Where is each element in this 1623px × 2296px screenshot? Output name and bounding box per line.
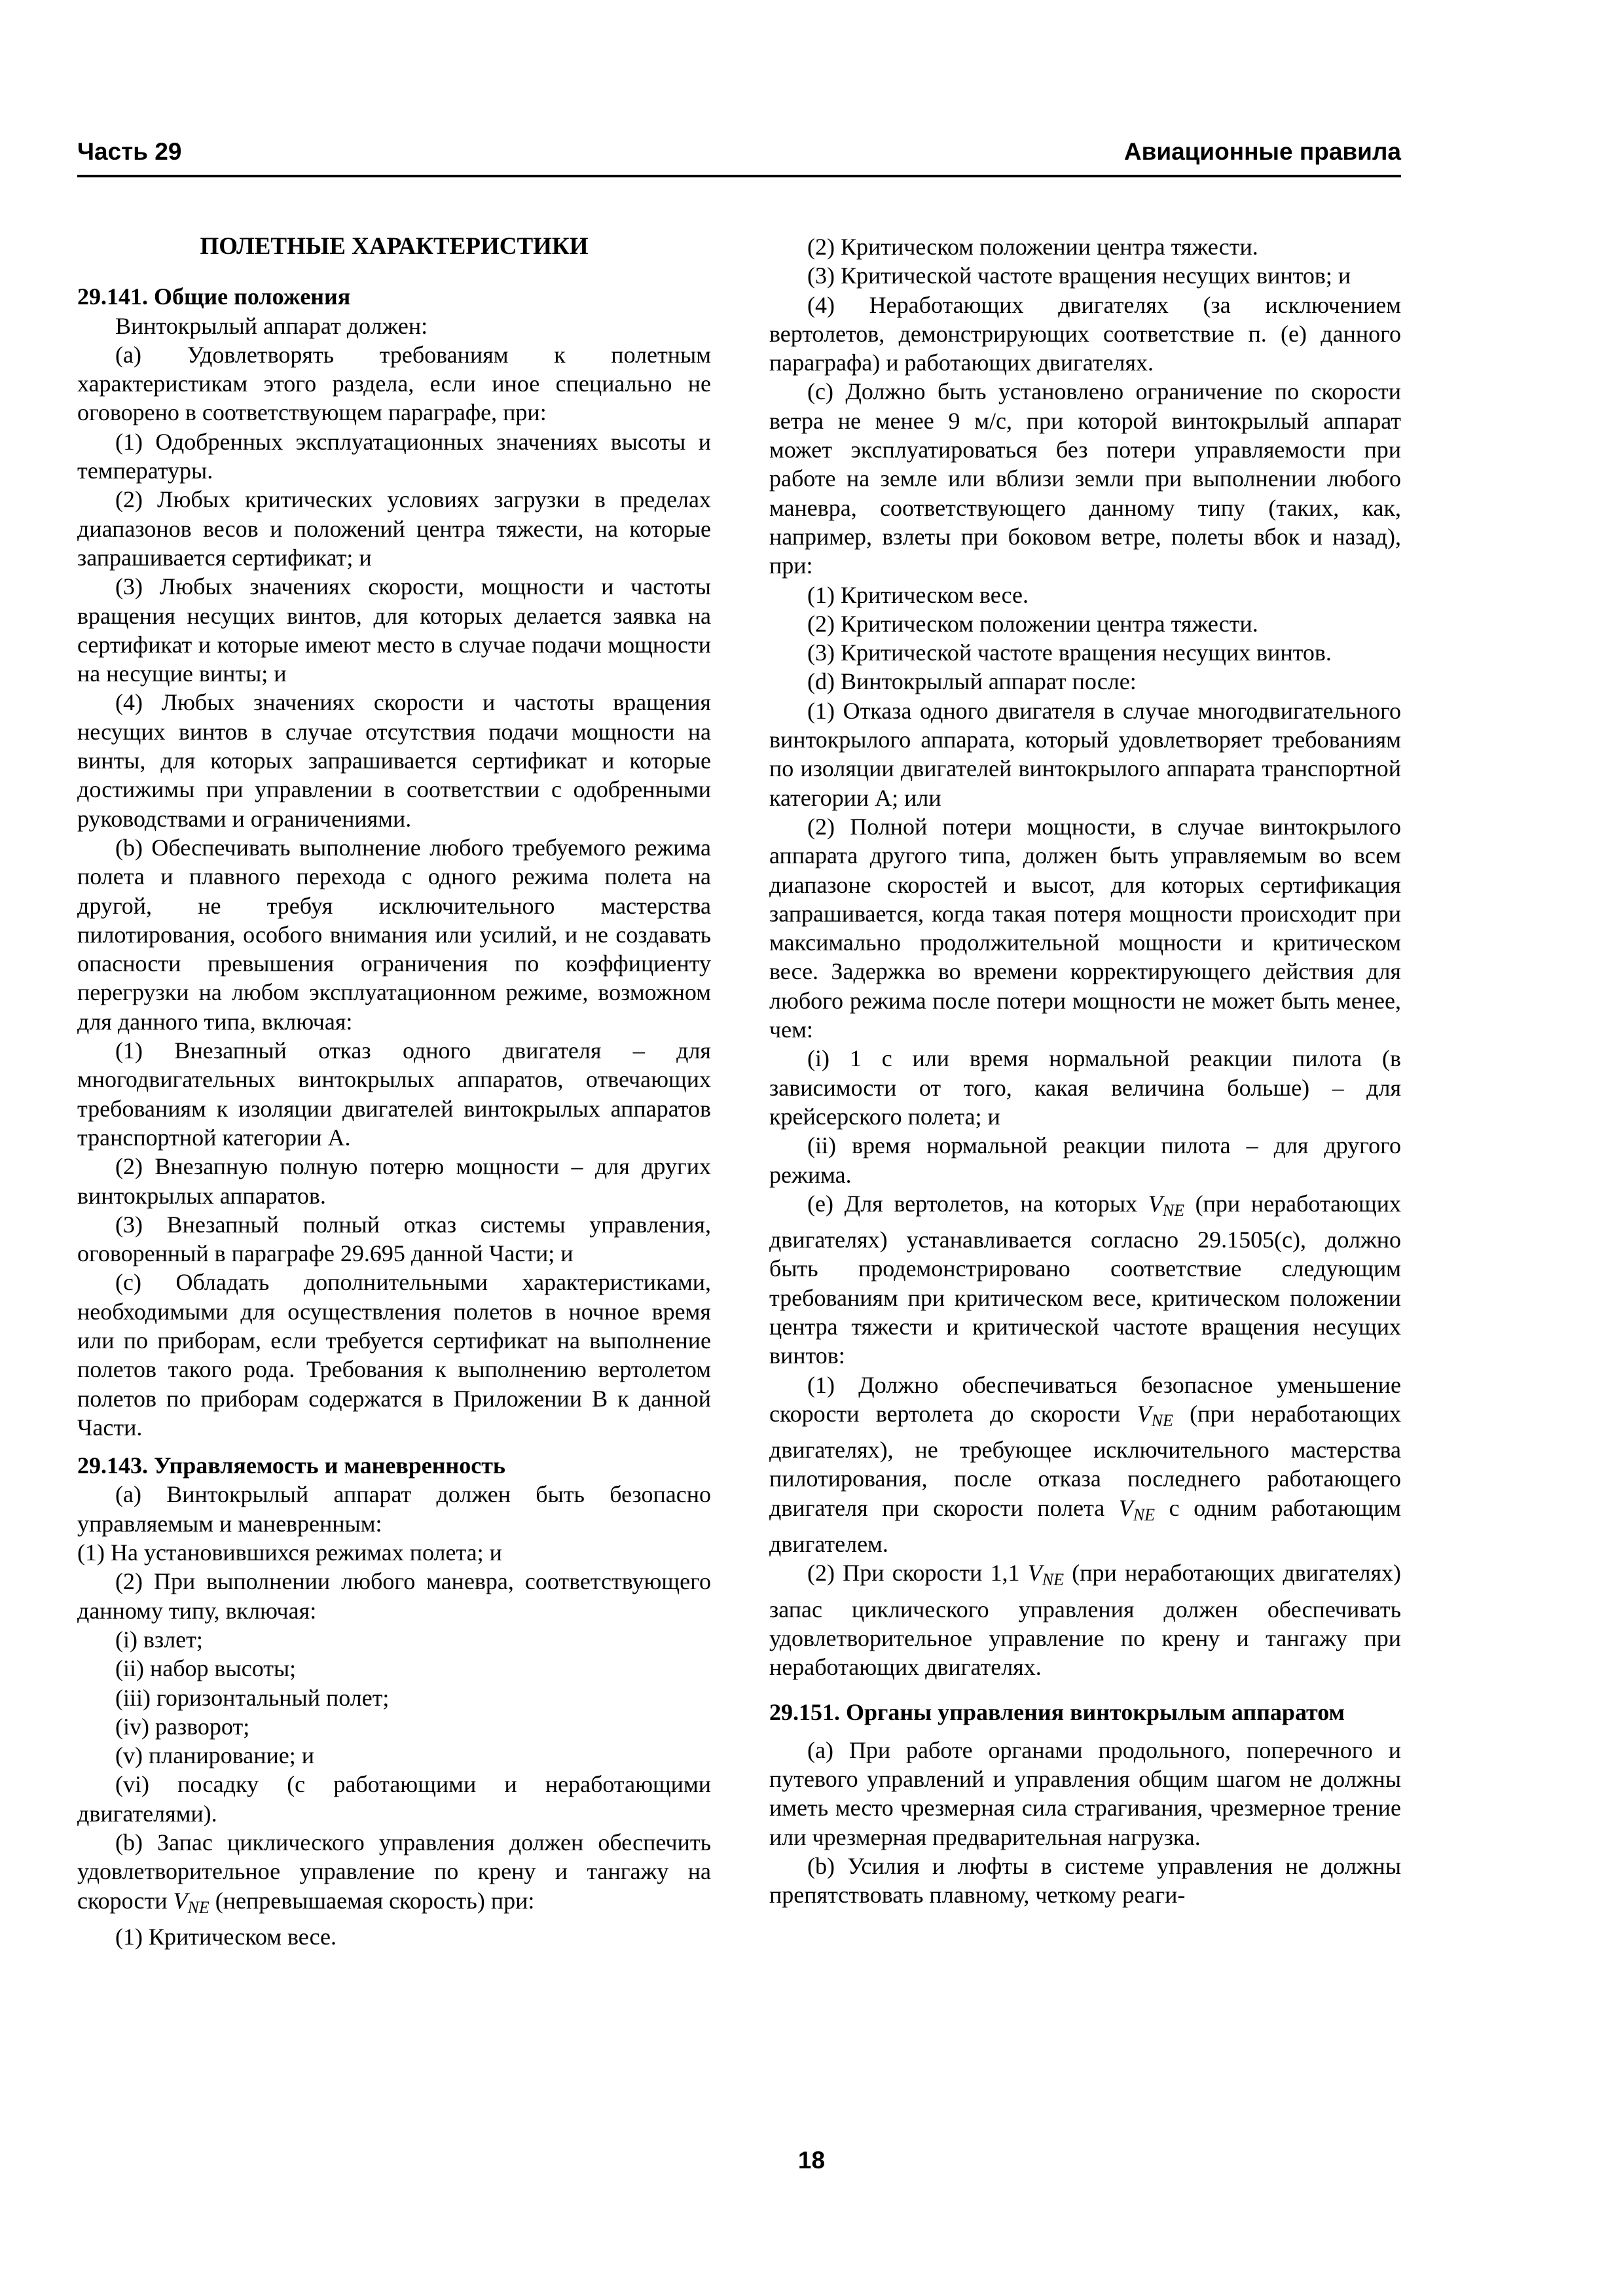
list-item: (1) Критическом весе. [807,581,1029,608]
vne-letter: V [1027,1560,1042,1587]
list-item: (3) Критической частоте вращения несущих винтов; и [807,262,1351,289]
text-run: (непревышаемая скорость) при: [209,1887,535,1914]
text-run: (при неработающих двигателях), не требующее исключительного мастерства пилотирования, после отказа последнего работающего двигателя при скорости полета [769,1400,1402,1521]
vne-subscript: NE [1162,1200,1184,1220]
body-paragraph: Винтокрылый аппарат должен: [115,312,428,339]
body-paragraph: (1) Отказа одного двигателя в случае многодвигательного винтокрылого аппарата, который удовлетворяет требованиям по изоляции двигателей винтокрылого аппарата транспортной категории А; или [769,697,1401,811]
text-run: (b) Запас циклического управления должен обеспечить удовлетворительное управление по крену и тангажу на скорости [77,1829,711,1914]
body-paragraph: (a) Винтокрылый аппарат должен быть безопасно управляемым и маневренным: [77,1481,711,1537]
body-paragraph: (2) Любых критических условиях загрузки в пределах диапазонов весов и положений центра тяжести, на которые запрашивается сертификат; и [77,486,711,571]
list-item: (ii) время нормальной реакции пилота – для другого режима. [769,1132,1401,1188]
text-run: (2) При скорости 1,1 [807,1560,1028,1587]
vne-letter: V [1118,1494,1133,1521]
body-paragraph: (2) Полной потери мощности, в случае винтокрылого аппарата другого типа, должен быть управляемым во всем диапазоне скоростей и высот, для которых сертификация запрашивается, когда такая потеря мощности происходит при максимально продолжительной мощности и критическом весе. Задержка во времени корректирующего действия для любого режима после потери мощности не может быть менее, чем: [769,813,1401,1043]
running-header [77,134,1401,177]
paragraph-29-141-title: 29.141. Общие положения [77,283,351,310]
list-item: (i) взлет; [115,1626,203,1653]
text-run: (1) Должно обеспечиваться безопасное уменьшение скорости вертолета до скорости [769,1371,1401,1427]
text-run: (при неработающих двигателях) устанавливается согласно 29.1505(c), должно быть продемонстрировано соответствие следующим требованиям при критическом весе, критическом положении центра тяжести и критической частоте вращения несущих винтов: [769,1190,1401,1369]
vne-letter: V [1148,1190,1163,1217]
body-paragraph: (d) Винтокрылый аппарат после: [807,668,1137,695]
paragraph-29-151-title: 29.151. Органы управления винтокрылым аппаратом [769,1698,1345,1725]
vne-subscript: NE [1151,1410,1173,1430]
body-paragraph: (2) Внезапную полную потерю мощности – для других винтокрылых аппаратов. [77,1153,711,1209]
vne-subscript: NE [1042,1570,1064,1590]
header-part: Часть 29 [77,138,182,165]
body-paragraph: (4) Неработающих двигателях (за исключением вертолетов, демонстрирующих соответствие п. (e) данного параграфа) и работающих двигателях. [769,291,1401,376]
body-paragraph: (b) Обеспечивать выполнение любого требуемого режима полета и плавного перехода с одного режима полета на другой, не требуя исключительного мастерства пилотирования, особого внимания или усилий, и не создавать опасности превышения ограничения по коэффициенту перегрузки на любом эксплуатационном режиме, возможном для данного типа, включая: [77,834,711,1035]
body-paragraph: (1) На установившихся режимах полета; и [77,1539,502,1566]
body-paragraph [769,1558,1401,1681]
list-item: (v) планирование; и [115,1742,314,1769]
vne-symbol [1148,1190,1184,1220]
paragraph-29-143-title: 29.143. Управляемость и маневренность [77,1452,505,1479]
body-paragraph: (c) Обладать дополнительными характеристиками, необходимыми для осуществления полетов в ночное время или по приборам, если требуется сертификат на выполнение полетов такого рода. Требования к выполнению вертолетом полетов по приборам содержатся в Приложении В к данной Части. [77,1269,711,1441]
list-item: (1) Критическом весе. [115,1923,337,1950]
vne-symbol [1027,1560,1064,1590]
body-paragraph [769,1371,1401,1559]
body-paragraph: (1) Внезапный отказ одного двигателя – для многодвигательных винтокрылых аппаратов, отвечающих требованиям к изоляции двигателей винтокрылых аппаратов транспортной категории А. [77,1037,711,1151]
body-paragraph: (1) Одобренных эксплуатационных значениях высоты и температуры. [77,428,711,484]
vne-symbol [1137,1400,1173,1430]
text-run: (при неработающих двигателях) запас циклического управления должен обеспечивать удовлетворительное управление по крену и тангажу при неработающих двигателях. [769,1560,1401,1681]
list-item: (iv) разворот; [115,1713,250,1740]
vne-subscript: NE [1133,1505,1156,1524]
list-item: (3) Критической частоте вращения несущих винтов. [807,639,1332,666]
list-item: (iii) горизонтальный полет; [115,1684,390,1711]
body-paragraph: (a) Удовлетворять требованиям к полетным характеристикам этого раздела, если иное специально не оговорено в соответствующем параграфе, при: [77,341,711,426]
list-item: (2) Критическом положении центра тяжести. [807,234,1258,260]
header-title: Авиационные правила [1123,138,1401,165]
left-column [77,232,711,1951]
text-run: с одним работающим двигателем. [769,1494,1401,1558]
body-paragraph: (4) Любых значениях скорости и частоты вращения несущих винтов в случае отсутствия подачи мощности на винты, для которых запрашивается сертификат и которые достижимы при управлении в соответствии с одобренными руководствами и ограничениями. [77,689,711,832]
vne-symbol [1118,1494,1156,1524]
section-heading: ПОЛЕТНЫЕ ХАРАКТЕРИСТИКИ [200,233,589,260]
list-item: (vi) посадку (с работающими и неработающими двигателями). [77,1771,711,1827]
list-item: (2) Критическом положении центра тяжести. [807,610,1258,637]
vne-letter: V [173,1887,188,1914]
body-paragraph [77,1828,711,1922]
body-paragraph: (2) При выполнении любого маневра, соответствующего данному типу, включая: [77,1568,711,1624]
vne-subscript: NE [187,1897,210,1917]
body-paragraph: (c) Должно быть установлено ограничение по скорости ветра не менее 9 м/с, при которой винтокрылый аппарат может эксплуатироваться без потери управляемости при работе на земле или вблизи земли при выполнении любого маневра, соответствующего данному типу (таких, как, например, взлеты при боковом ветре, полеты вбок и назад), при: [769,378,1401,579]
list-item: (ii) набор высоты; [115,1655,297,1682]
body-paragraph: (b) Усилия и люфты в системе управления не должны препятствовать плавному, четкому реаги- [769,1853,1401,1909]
vne-letter: V [1137,1400,1152,1427]
text-run: (e) Для вертолетов, на которых [807,1190,1148,1217]
vne-symbol [173,1887,210,1917]
body-paragraph: (a) При работе органами продольного, поперечного и путевого управлений и управления общим шагом не должны иметь место чрезмерная сила страгивания, чрезмерное трение или чрезмерная предварительная нагрузка. [769,1736,1401,1850]
right-column [769,232,1401,1910]
page-number: 18 [797,2147,826,2174]
body-paragraph: (3) Любых значениях скорости, мощности и частоты вращения несущих винтов, для которых делается заявка на сертификат и которые имеют место в случае подачи мощности на несущие винты; и [77,573,711,687]
body-paragraph: (3) Внезапный полный отказ системы управления, оговоренный в параграфе 29.695 данной Части; и [77,1211,711,1267]
body-paragraph [769,1189,1401,1371]
list-item: (i) 1 с или время нормальной реакции пилота (в зависимости от того, какая величина больше) – для крейсерского полета; и [769,1045,1401,1130]
